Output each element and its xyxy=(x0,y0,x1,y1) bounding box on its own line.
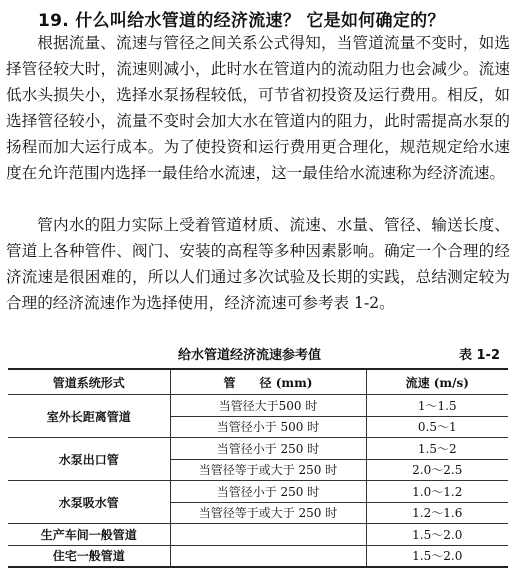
diameter-cell: 当管径小于 500 时 xyxy=(170,416,366,438)
table-header-row xyxy=(8,369,508,395)
velocity-cell: 1.2～1.6 xyxy=(366,502,508,524)
table-row xyxy=(8,545,508,567)
table-row xyxy=(8,481,508,503)
diameter-cell: 当管径大于500 时 xyxy=(170,395,366,417)
system-pump-suction: 水泵吸水管 xyxy=(8,481,170,524)
header-velocity: 流速 (m/s) xyxy=(366,369,508,395)
diameter-cell xyxy=(170,545,366,567)
header-pipe-diameter: 管 径 (mm) xyxy=(170,369,366,395)
paragraph-resistance-factors: 管内水的阻力实际上受着管道材质、流速、水量、管径、输送长度、管道上各种管件、阀门、安装的高程等多种因素影响。确定一个合理的经济流速是很困难的，所以人们通过多次试验及长期的实践，总结测定较为合理的经济流速作为选择使用，经济流速可参考表 1-2。 xyxy=(6,216,510,312)
diameter-cell: 当管径小于 250 时 xyxy=(170,481,366,503)
diameter-cell xyxy=(170,524,366,546)
diameter-cell: 当管径等于或大于 250 时 xyxy=(170,502,366,524)
velocity-cell: 2.0～2.5 xyxy=(366,459,508,481)
table-number: 表 1-2 xyxy=(458,348,500,363)
velocity-cell: 1.0～1.2 xyxy=(366,481,508,503)
table-title: 给水管道经济流速参考值 xyxy=(178,348,322,363)
table-caption xyxy=(6,344,510,364)
question-heading: 19. 什么叫给水管道的经济流速？ 它是如何确定的？ xyxy=(38,11,445,31)
velocity-cell: 1.5～2.0 xyxy=(366,545,508,567)
table-row xyxy=(8,524,508,546)
diameter-cell: 当管径等于或大于 250 时 xyxy=(170,459,366,481)
paragraph-economic-velocity-definition: 根据流量、流速与管径之间关系公式得知，当管道流量不变时，如选择管径较大时，流速则减小，此时水在管道内的流动阻力也会减少。流速低水头损失小，选择水泵扬程较低，可节省初投资及运行费用。相反，如选择管径较小，流量不变时会加大水在管道内的阻力，此时需提高水泵的扬程而加大运行成本。为了使投资和运行费用更合理化，规范规定给水速度在允许范围内选择一最佳给水流速，这一最佳给水流速称为经济流速。 xyxy=(6,34,510,182)
system-residential-general: 住宅一般管道 xyxy=(8,545,170,567)
table-row xyxy=(8,438,508,460)
system-pump-outlet: 水泵出口管 xyxy=(8,438,170,481)
velocity-cell: 1～1.5 xyxy=(366,395,508,417)
system-workshop-general: 生产车间一般管道 xyxy=(8,524,170,546)
system-outdoor-long-distance: 室外长距离管道 xyxy=(8,395,170,438)
table-row xyxy=(8,395,508,417)
velocity-cell: 0.5～1 xyxy=(366,416,508,438)
header-system-type: 管道系统形式 xyxy=(8,369,170,395)
velocity-cell: 1.5～2 xyxy=(366,438,508,460)
economic-velocity-table xyxy=(8,368,508,568)
velocity-cell: 1.5～2.0 xyxy=(366,524,508,546)
diameter-cell: 当管径小于 250 时 xyxy=(170,438,366,460)
